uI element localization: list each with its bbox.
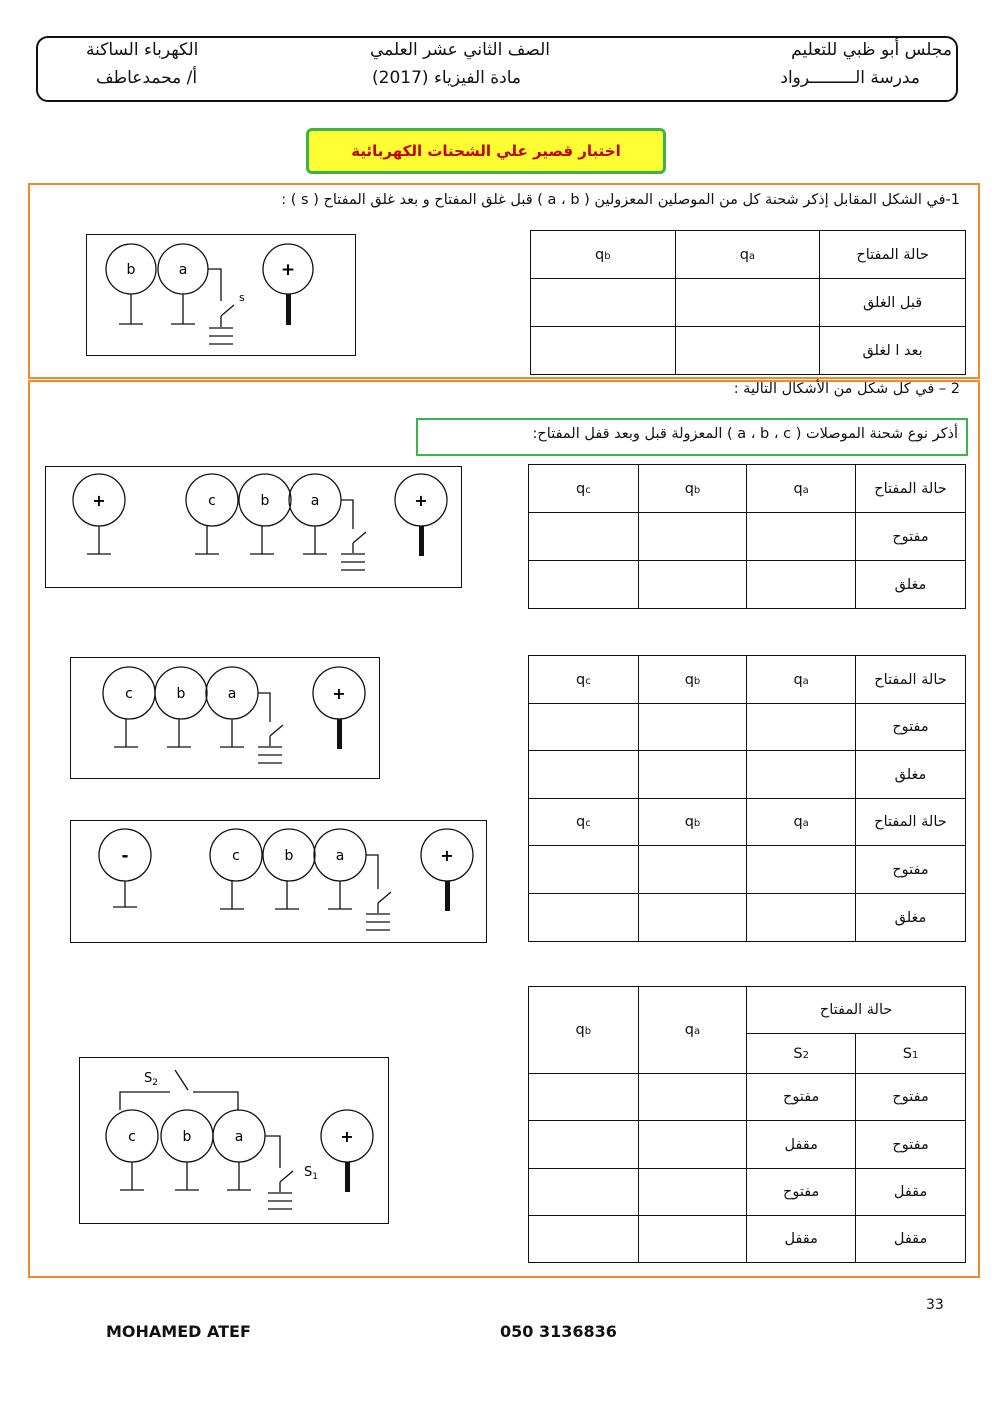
circuit-4-diagram	[80, 1058, 388, 1223]
answer-cell[interactable]	[638, 1215, 747, 1262]
header-switch-state: حالة المفتاح	[855, 465, 965, 513]
c4-label-plus: +	[340, 1127, 354, 1146]
c3-label-c: c	[232, 848, 240, 864]
header-grade: الصف الثاني عشر العلمي	[370, 40, 550, 60]
circuit-3-diagram	[71, 821, 486, 942]
c3-label-a: a	[335, 848, 345, 864]
quiz-title: اختبار قصير علي الشحنات الكهربائية	[351, 142, 621, 160]
circuit-label-plus: +	[280, 260, 296, 280]
question-2-circuit-1	[45, 466, 462, 588]
c2-label-c: c	[125, 686, 133, 702]
answer-cell[interactable]	[529, 1074, 639, 1121]
question-1-text: 1-في الشكل المقابل إذكر شحنة كل من الموصلين المعزولين ( a ، b ) قبل غلق المفتاح و بعد غلق المفتاح ( s ) :	[281, 192, 960, 208]
c2-label-a: a	[227, 686, 237, 702]
row-label-open: مفتوح	[855, 513, 965, 561]
c2-label-b: b	[176, 686, 186, 702]
question-2-text: 2 – في كل شكل من الأشكال التالية :	[733, 381, 960, 397]
header-qc: qc	[529, 465, 639, 513]
footer-phone: 050 3136836	[500, 1322, 617, 1341]
answer-cell[interactable]	[529, 561, 639, 609]
answer-cell[interactable]	[747, 704, 856, 751]
circuit-label-a: a	[178, 262, 188, 278]
quiz-title-box	[306, 128, 666, 174]
row-label-open: مفتوح	[855, 846, 965, 894]
c3-label-minus: -	[121, 846, 129, 866]
answer-cell[interactable]	[747, 513, 856, 561]
answer-cell[interactable]	[638, 846, 747, 894]
question-2-table-4	[528, 986, 966, 1263]
answer-cell[interactable]	[531, 327, 676, 375]
answer-cell[interactable]	[529, 1121, 639, 1168]
header-qa: qa	[638, 987, 747, 1074]
header-s1: S1	[856, 1034, 966, 1074]
row-label-closed: مغلق	[855, 894, 965, 942]
switch-label-s: s	[239, 291, 245, 304]
c2-label-plus: +	[332, 684, 346, 703]
question-1-circuit	[86, 234, 356, 356]
header-qb: qb	[638, 465, 747, 513]
circuit-2-diagram	[71, 658, 379, 778]
row-label-open: مفتوح	[855, 704, 965, 751]
header-qa: qa	[747, 656, 856, 704]
answer-cell[interactable]	[747, 894, 856, 942]
c1-label-right-plus: +	[414, 491, 428, 510]
circuit-label-b: b	[126, 262, 136, 278]
c3-label-plus: +	[440, 846, 454, 865]
row-label-after: بعد ا لغلق	[820, 327, 966, 375]
header-qb: qb	[531, 231, 676, 279]
answer-cell[interactable]	[675, 279, 820, 327]
header-qb: qb	[638, 799, 747, 846]
s2-state: مفتوح	[747, 1074, 856, 1121]
answer-cell[interactable]	[529, 704, 639, 751]
header-switch-state: حالة المفتاح	[820, 231, 966, 279]
header-qc: qc	[529, 799, 639, 846]
question-1-circuit-diagram	[87, 235, 355, 355]
s1-state: مقفل	[856, 1215, 966, 1262]
c4-switch-s2: $S_2$	[144, 1071, 158, 1088]
question-2-circuit-3	[70, 820, 487, 943]
answer-cell[interactable]	[529, 513, 639, 561]
header-s2: S2	[747, 1034, 856, 1074]
answer-cell[interactable]	[638, 513, 747, 561]
s2-state: مقفل	[747, 1121, 856, 1168]
answer-cell[interactable]	[638, 894, 747, 942]
header-qa: qa	[747, 465, 856, 513]
answer-cell[interactable]	[638, 751, 747, 799]
answer-cell[interactable]	[747, 751, 856, 799]
circuit-1-diagram	[46, 467, 461, 587]
s2-state: مقفل	[747, 1215, 856, 1262]
answer-cell[interactable]	[529, 894, 639, 942]
c3-label-b: b	[284, 848, 294, 864]
header-topic: الكهرباء الساكنة	[86, 40, 199, 60]
header-school: مدرسة الـــــــــرواد	[780, 68, 920, 88]
question-2-circuit-4	[79, 1057, 389, 1224]
header-teacher: أ/ محمدعاطف	[96, 68, 198, 88]
answer-cell[interactable]	[529, 751, 639, 799]
s1-state: مفتوح	[856, 1074, 966, 1121]
answer-cell[interactable]	[747, 561, 856, 609]
question-2-table-2	[528, 655, 966, 942]
question-2-table-1	[528, 464, 966, 609]
s1-state: مفتوح	[856, 1121, 966, 1168]
header-switch-state: حالة المفتاح	[747, 987, 966, 1034]
row-label-closed: مغلق	[855, 751, 965, 799]
row-label-closed: مغلق	[855, 561, 965, 609]
c1-label-a: a	[310, 493, 320, 509]
answer-cell[interactable]	[531, 279, 676, 327]
c1-label-c: c	[208, 493, 216, 509]
question-1-table	[530, 230, 966, 375]
header-qb: qb	[638, 656, 747, 704]
answer-cell[interactable]	[747, 846, 856, 894]
header-qa: qa	[747, 799, 856, 846]
c1-label-b: b	[260, 493, 270, 509]
c4-label-b: b	[182, 1129, 192, 1145]
question-2-instruction: أذكر نوع شحنة الموصلات ( a ، b ، c ) المعزولة قبل وبعد قفل المفتاح:	[532, 426, 958, 442]
footer-author: MOHAMED ATEF	[106, 1322, 251, 1341]
answer-cell[interactable]	[638, 1121, 747, 1168]
header-qa: qa	[675, 231, 820, 279]
answer-cell[interactable]	[529, 846, 639, 894]
answer-cell[interactable]	[675, 327, 820, 375]
row-label-before: قبل الغلق	[820, 279, 966, 327]
s1-state: مقفل	[856, 1168, 966, 1215]
answer-cell[interactable]	[529, 1168, 639, 1215]
header-subject: مادة الفيزياء (2017)	[372, 68, 522, 88]
c1-label-left-plus: +	[92, 491, 106, 510]
answer-cell[interactable]	[638, 1168, 747, 1215]
c4-switch-s1: $S_1$	[304, 1165, 318, 1182]
answer-cell[interactable]	[638, 561, 747, 609]
header-council: مجلس أبو ظبي للتعليم	[791, 40, 952, 60]
header-qc: qc	[529, 656, 639, 704]
answer-cell[interactable]	[638, 1074, 747, 1121]
question-2-circuit-2	[70, 657, 380, 779]
header-switch-state: حالة المفتاح	[855, 656, 965, 704]
answer-cell[interactable]	[529, 1215, 639, 1262]
s2-state: مفتوح	[747, 1168, 856, 1215]
page-number: 33	[926, 1297, 944, 1313]
c4-label-a: a	[234, 1129, 244, 1145]
answer-cell[interactable]	[638, 704, 747, 751]
c4-label-c: c	[128, 1129, 136, 1145]
header-switch-state: حالة المفتاح	[855, 799, 965, 846]
header-qb: qb	[529, 987, 639, 1074]
